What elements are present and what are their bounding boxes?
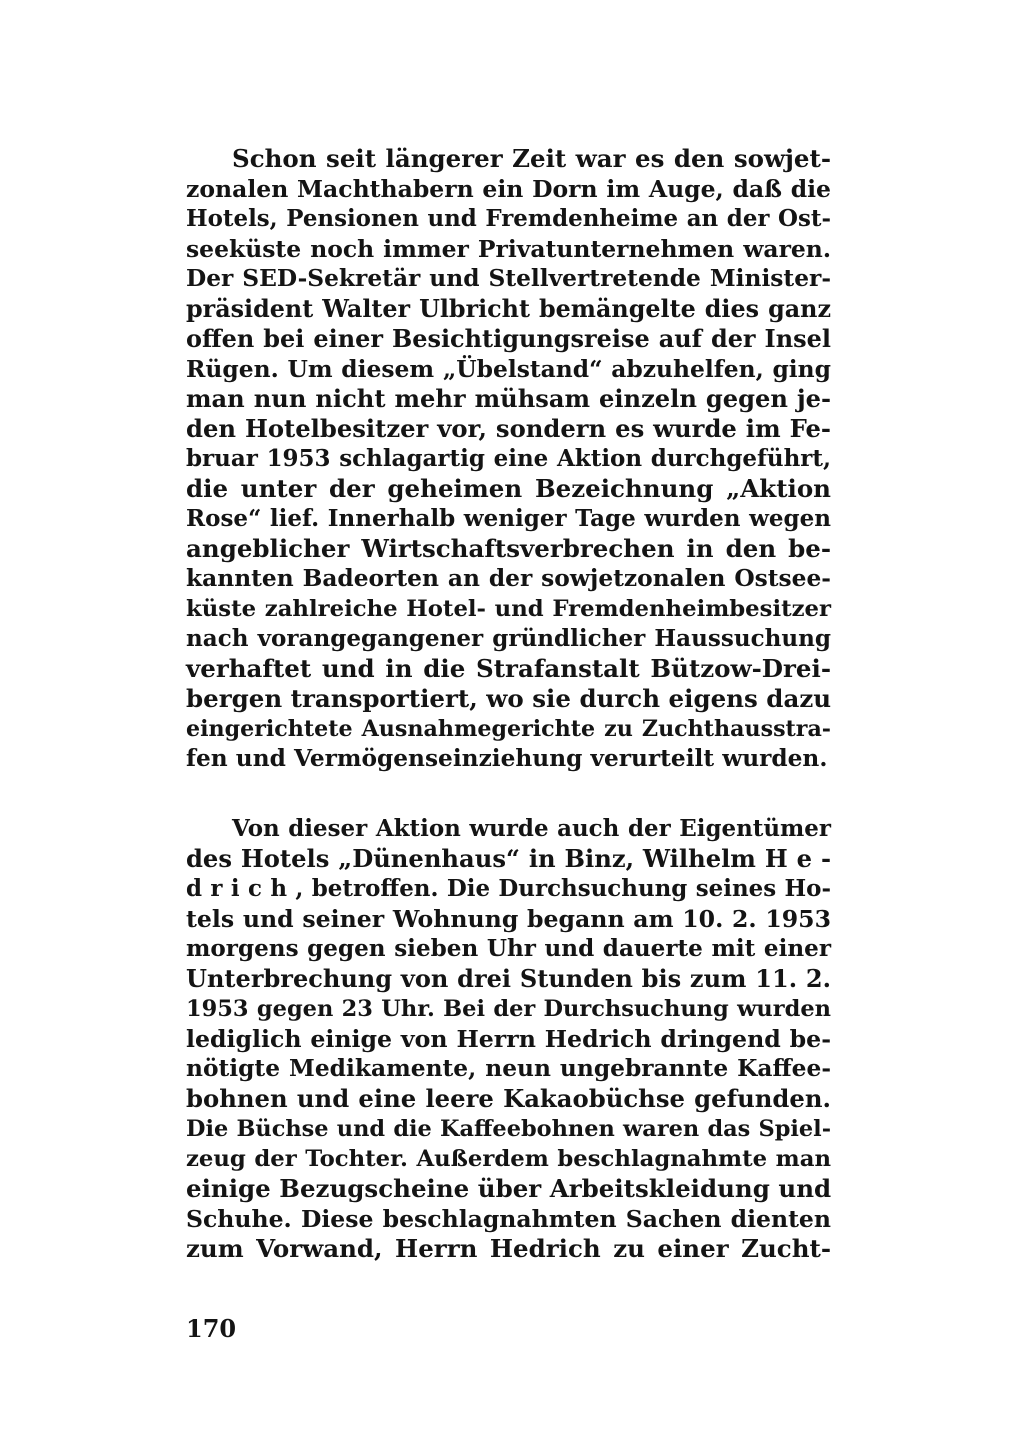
paragraph-aktion-rose: [186, 144, 831, 774]
text-line: verhaftet und in die Strafanstalt Bützow-Drei-: [186, 654, 831, 683]
text-line: kannten Badeorten an der sowjetzonalen Ostsee-: [186, 565, 831, 592]
page-number: 170: [186, 1314, 237, 1343]
text-line: seeküste noch immer Privatunternehmen waren.: [186, 235, 831, 263]
text-line: Schuhe. Diese beschlagnahmten Sachen dienten: [186, 1205, 831, 1233]
text-line: bohnen und eine leere Kakaobüchse gefunden.: [186, 1084, 831, 1113]
text-line: Der SED-Sekretär und Stellvertretende Minister-: [186, 265, 831, 292]
text-line: Unterbrechung von drei Stunden bis zum 11. 2.: [186, 964, 831, 993]
text-line: nach vorangegangener gründlicher Haussuchung: [186, 625, 831, 652]
text-line: die unter der geheimen Bezeichnung „Aktion: [186, 474, 831, 503]
text-line: man nun nicht mehr mühsam einzeln gegen je-: [186, 384, 831, 413]
text-line: 1953 gegen 23 Uhr. Bei der Durchsuchung wurden: [186, 996, 831, 1022]
text-line: bruar 1953 schlagartig eine Aktion durchgeführt,: [186, 445, 831, 472]
text-line: zum Vorwand, Herrn Hedrich zu einer Zucht-: [186, 1234, 831, 1263]
text-line: zeug der Tochter. Außerdem beschlagnahmte man: [186, 1146, 831, 1172]
text-line: Hotels, Pensionen und Fremdenheime an der Ost-: [186, 205, 831, 232]
text-line: Von dieser Aktion wurde auch der Eigentümer: [232, 815, 831, 842]
text-line: Schon seit längerer Zeit war es den sowjet-: [232, 144, 831, 173]
text-line: Rose“ lief. Innerhalb weniger Tage wurden wegen: [186, 505, 831, 532]
text-line: lediglich einige von Herrn Hedrich dringend be-: [186, 1025, 831, 1053]
text-line: d r i c h , betroffen. Die Durchsuchung seines Ho-: [186, 875, 831, 902]
text-line: eingerichtete Ausnahmegerichte zu Zuchthausstra-: [186, 716, 831, 742]
text-line: fen und Vermögenseinziehung verurteilt wurden.: [186, 745, 828, 772]
text-line: offen bei einer Besichtigungsreise auf der Insel: [186, 325, 831, 353]
text-line: tels und seiner Wohnung begann am 10. 2. 1953: [186, 905, 831, 933]
text-line: Die Büchse und die Kaffeebohnen waren das Spiel-: [186, 1116, 831, 1142]
text-line: einige Bezugscheine über Arbeitskleidung und: [186, 1174, 832, 1203]
text-line: küste zahlreiche Hotel- und Fremdenheimbesitzer: [186, 596, 831, 622]
text-line: des Hotels „Dünenhaus“ in Binz, Wilhelm H e -: [186, 844, 831, 873]
text-line: zonalen Machthabern ein Dorn im Auge, daß die: [186, 175, 831, 203]
text-line: bergen transportiert, wo sie durch eigens dazu: [186, 684, 832, 713]
text-line: angeblicher Wirtschaftsverbrechen in den be-: [186, 534, 831, 563]
text-line: den Hotelbesitzer vor, sondern es wurde im Fe-: [186, 414, 831, 443]
text-line: Rügen. Um diesem „Übelstand“ abzuhelfen, ging: [186, 355, 831, 383]
text-line: präsident Walter Ulbricht bemängelte dies ganz: [186, 295, 831, 323]
text-line: morgens gegen sieben Uhr und dauerte mit einer: [186, 935, 831, 962]
text-line: nötigte Medikamente, neun ungebrannte Kaffee-: [186, 1055, 831, 1082]
paragraph-duenenhaus: [186, 814, 831, 1264]
